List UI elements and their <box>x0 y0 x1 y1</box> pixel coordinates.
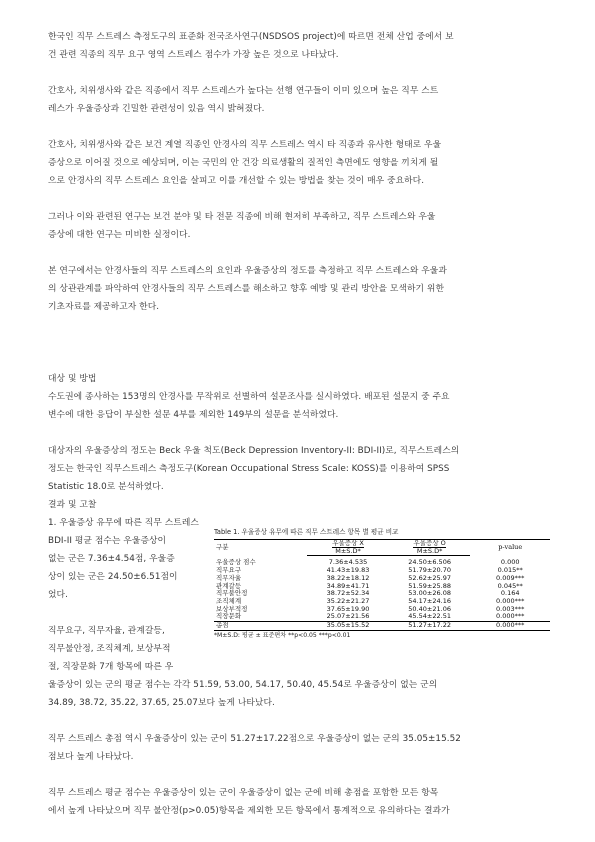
results-left-text-2: 직무요구, 직무자율, 관계갈등, 직무불안정, 조직체계, 보상부적 절, 직장문화 7개 항목에 따른 우 <box>48 626 174 672</box>
total-p-value: 0.000*** <box>470 622 550 631</box>
row-label: 직장문화 <box>216 612 242 621</box>
cell-depression: 24.50±6.506 <box>408 558 451 567</box>
cell-p-value: 0.015** <box>497 566 523 575</box>
cell-p-value: 0.000*** <box>496 596 525 605</box>
total-label: 총점 <box>214 622 307 631</box>
row-label: 우울증상 점수 <box>216 558 256 567</box>
cell-depression: 51.59±25.88 <box>408 581 451 590</box>
row-label: 관계갈등 <box>216 581 242 590</box>
header-group-depression: 우울증상 O <box>413 539 446 547</box>
cell-depression: 45.54±22.51 <box>408 612 451 621</box>
cell-p-value: 0.164 <box>500 589 520 598</box>
methods-paragraph-2: 대상자의 우울증상의 정도는 Beck 우울 척도(Beck Depression Inventory-II: BDI-II)로, 직무스트레스의 정도는 한국인 직무스트레스 측정도구(Korean Occupational Stress Scale: KOSS)를 이용하여 SPSS Statistic 18.0로 분석하였다. <box>48 446 460 492</box>
cell-p-value: 0.000*** <box>496 612 525 621</box>
cell-depression: 50.40±21.06 <box>408 604 451 613</box>
row-label: 직무자율 <box>216 573 242 582</box>
results-continuation: 울증상이 있는 군의 평균 점수는 각각 51.59, 53.00, 54.17, 50.40, 45.54로 우울증상이 없는 군의 34.89, 38.72, 35.22, 37.65, 25.07보다 높게 나타났다. <box>48 680 438 708</box>
cell-depression: 52.62±25.97 <box>408 573 451 582</box>
cell-no-depression: 41.43±19.83 <box>326 566 370 575</box>
row-label: 직무요구 <box>216 566 242 575</box>
cell-no-depression: 7.36±4.535 <box>328 558 368 567</box>
row-label: 보상부적정 <box>216 604 248 613</box>
results-last-paragraph: 직무 스트레스 평균 점수는 우울증상이 있는 군이 우울증상이 없는 군에 비해 총점을 포함한 모든 항목 에서 높게 나타났으며 직무 불안정(p>0.05)항목을 제외한 모든 항목에서 통계적으로 유의하다는 결과가 <box>48 788 450 816</box>
cell-depression: 54.17±24.16 <box>408 596 451 605</box>
cell-no-depression: 38.72±52.34 <box>326 589 370 598</box>
total-depression: 51.27±17.22 <box>389 622 471 631</box>
results-left-text: BDI-II 평균 점수는 우울증상이 없는 군은 7.36±4.54점, 우울증 상이 있는 군은 24.50±6.51점이 었다. <box>48 536 178 600</box>
table-row <box>214 583 550 591</box>
results-heading: 결과 및 고찰 <box>48 500 97 510</box>
cell-p-value: 0.003*** <box>496 604 525 613</box>
row-label: 직무불안정 <box>216 589 248 598</box>
header-stat-depression: M±S.D* <box>389 548 471 556</box>
cell-p-value: 0.045** <box>497 581 523 590</box>
cell-depression: 51.79±20.70 <box>408 566 451 575</box>
total-no-depression: 35.05±15.52 <box>307 622 389 631</box>
cell-p-value: 0.000 <box>500 558 520 567</box>
header-stat-no-depression: M±S.D* <box>307 548 389 556</box>
results-total-paragraph: 직무 스트레스 총점 역시 우울증상이 있는 군이 51.27±17.22점으로 우울증상이 없는 군의 35.05±15.52 점보다 높게 나타났다. <box>48 734 461 762</box>
header-group-no-depression: 우울증상 X <box>332 539 364 547</box>
header-p-value: p-value <box>470 540 550 556</box>
cell-no-depression: 35.22±21.27 <box>326 596 370 605</box>
intro-paragraph-3: 간호사, 치위생사와 같은 보건 계열 직종인 안경사의 직무 스트레스 역시 타 직종과 유사한 형태로 우울 증상으로 이어질 것으로 예상되며, 이는 국민의 안 건강 의료생활의 질적인 측면에도 영향을 끼치게 될 으로 안경사의 직무 스트레스 요인을 살피고 이를 개선할 수 있는 방법을 찾는 것이 매우 중요하다. <box>48 140 442 186</box>
cell-p-value: 0.009*** <box>496 573 525 582</box>
methods-paragraph-1: 수도권에 종사하는 153명의 안경사를 무작위로 선별하여 설문조사를 실시하였다. 배포된 설문지 중 주요 변수에 대한 응답이 부실한 설문 4부를 제외한 149부의 설문을 분석하였다. <box>48 392 450 420</box>
cell-depression: 53.00±26.08 <box>408 589 451 598</box>
intro-paragraph-4: 그러나 이와 관련된 연구는 보건 분야 및 타 전문 직종에 비해 현저히 부족하고, 직무 스트레스와 우울 증상에 대한 연구는 미비한 실정이다. <box>48 212 436 240</box>
table-footnote: *M±S.D: 평균 ± 표준편차 **p<0.05 ***p<0.01 <box>214 631 351 639</box>
table-caption: Table 1. 우울증상 유무에 따른 직무 스트레스 항목 별 평균 비교 <box>214 528 399 536</box>
comparison-table-block <box>214 527 550 640</box>
cell-no-depression: 37.65±19.90 <box>326 604 370 613</box>
results-subheading: 1. 우울증상 유무에 따른 직무 스트레스 <box>48 518 199 528</box>
methods-heading: 대상 및 방법 <box>48 374 97 384</box>
cell-no-depression: 25.07±21.56 <box>326 612 370 621</box>
intro-paragraph-5: 본 연구에서는 안경사들의 직무 스트레스의 요인과 우울증상의 정도를 측정하고 직무 스트레스와 우울과 의 상관관계를 파악하여 안경사들의 직무 스트레스를 해소하고 향후 예방 및 관리 방안을 모색하기 위한 기초자료를 제공하고자 한다. <box>48 266 447 312</box>
intro-paragraph-1: 한국인 직무 스트레스 측정도구의 표준화 전국조사연구(NSDSOS project)에 따르면 전체 산업 중에서 보 건 관련 직종의 직무 요구 영역 스트레스 점수가 가장 높은 것으로 나타났다. <box>48 32 454 60</box>
row-label: 조직체계 <box>216 596 242 605</box>
cell-no-depression: 34.89±41.71 <box>326 581 370 590</box>
cell-no-depression: 38.22±18.12 <box>326 573 370 582</box>
table-total-row <box>214 622 550 631</box>
comparison-table <box>214 539 550 631</box>
intro-paragraph-2: 간호사, 치위생사와 같은 직종에서 직무 스트레스가 높다는 선행 연구들이 이미 있으며 높은 직무 스트 레스가 우울증상과 긴밀한 관련성이 있음 역시 밝혀졌다. <box>48 86 439 114</box>
header-category: 구분 <box>214 540 307 556</box>
